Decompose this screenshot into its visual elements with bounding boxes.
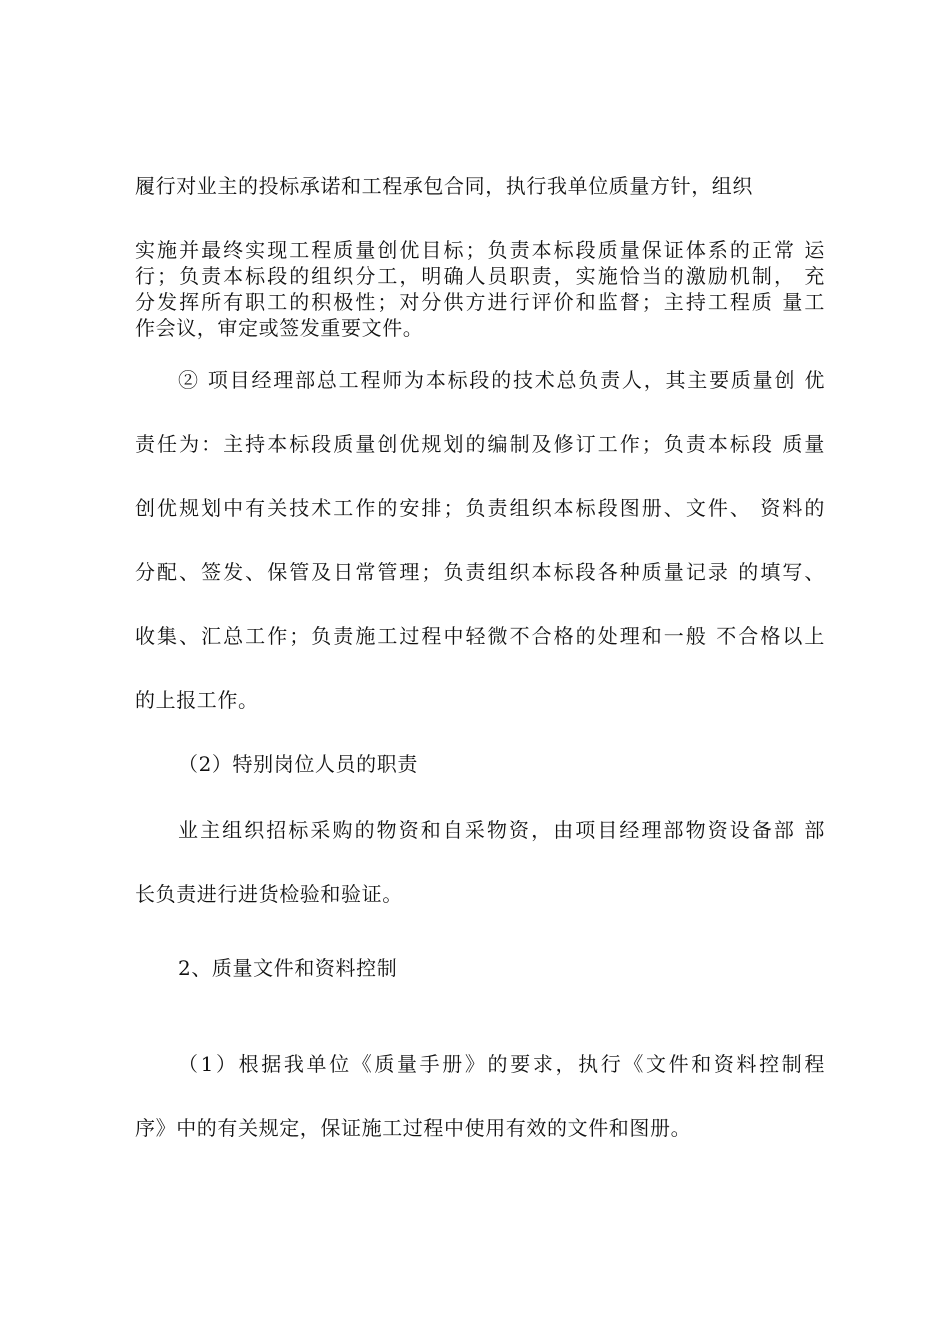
paragraph-line: ② 项目经理部总工程师为本标段的技术总负责人，其主要质量创 优 (178, 368, 825, 392)
section-heading: 2、质量文件和资料控制 (178, 956, 398, 980)
paragraph-line: 收集、汇总工作；负责施工过程中轻微不合格的处理和一般 不合格以上 (135, 624, 825, 648)
paragraph-line: 长负责进行进货检验和验证。 (135, 882, 403, 906)
paragraph-line: 序》中的有关规定，保证施工过程中使用有效的文件和图册。 (135, 1116, 692, 1140)
paragraph-line: 责任为：主持本标段质量创优规划的编制及修订工作；负责本标段 质量 (135, 432, 825, 456)
paragraph-line: 行；负责本标段的组织分工，明确人员职责，实施恰当的激励机制， 充 (135, 264, 825, 288)
paragraph-line: 作会议，审定或签发重要文件。 (135, 316, 424, 340)
paragraph-line: 的上报工作。 (135, 688, 259, 712)
paragraph-line: 创优规划中有关技术工作的安排；负责组织本标段图册、文件、 资料的 (135, 496, 825, 520)
paragraph-line: 履行对业主的投标承诺和工程承包合同，执行我单位质量方针，组织 (135, 174, 753, 198)
paragraph-line: 实施并最终实现工程质量创优目标；负责本标段质量保证体系的正常 运 (135, 238, 825, 262)
paragraph-line: （1）根据我单位《质量手册》的要求，执行《文件和资料控制程 (178, 1052, 825, 1076)
section-heading: （2）特别岗位人员的职责 (178, 752, 418, 776)
paragraph-line: 分配、签发、保管及日常管理；负责组织本标段各种质量记录 的填写、 (135, 560, 825, 584)
paragraph-line: 业主组织招标采购的物资和自采物资，由项目经理部物资设备部 部 (178, 818, 825, 842)
paragraph-line: 分发挥所有职工的积极性；对分供方进行评价和监督；主持工程质 量工 (135, 290, 825, 314)
